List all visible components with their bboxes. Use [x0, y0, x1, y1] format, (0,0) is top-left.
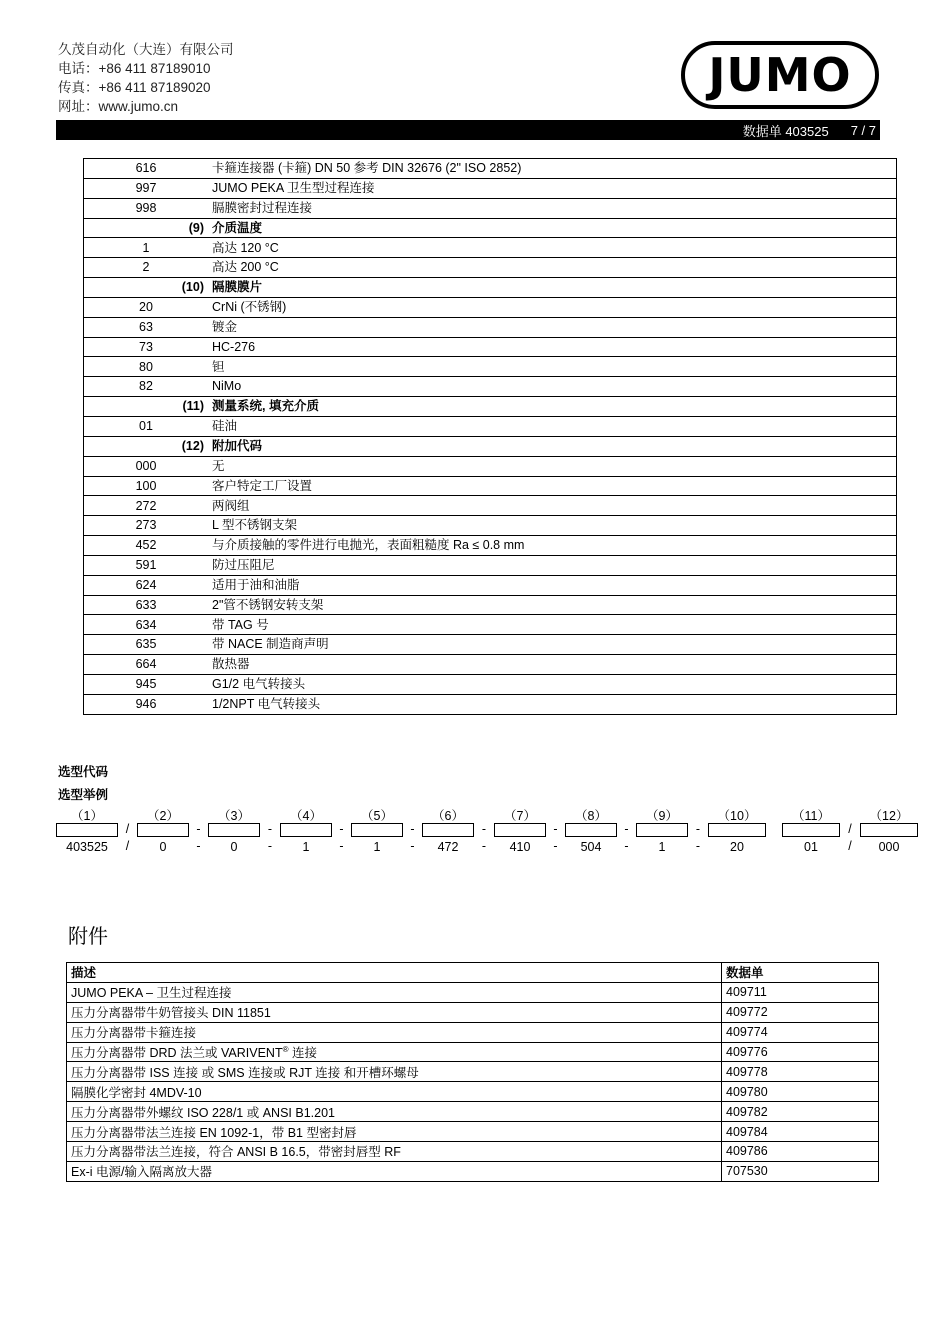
- code-description: 镀金: [208, 317, 897, 337]
- separator: -: [695, 822, 701, 836]
- code-description: 散热器: [208, 655, 897, 675]
- accessory-datasheet: 409778: [722, 1062, 879, 1082]
- position-box: [708, 823, 766, 837]
- accessory-description: [67, 1082, 722, 1102]
- position-value: 403525: [66, 840, 108, 854]
- code-value: 998: [84, 198, 209, 218]
- code-description: 高达 120 °C: [208, 238, 897, 258]
- separator: -: [695, 839, 701, 853]
- code-description: 钽: [208, 357, 897, 377]
- code-value: 01: [84, 416, 209, 436]
- section-row: [84, 218, 897, 238]
- code-row: [84, 416, 897, 436]
- code-description: G1/2 电气转接头: [208, 674, 897, 694]
- position-box: [494, 823, 546, 837]
- position-value: 20: [730, 840, 744, 854]
- code-row: [84, 694, 897, 714]
- accessory-description-text: 压力分离器带牛奶管接头 DIN 11851: [71, 1006, 271, 1021]
- code-value: 633: [84, 595, 209, 615]
- section-number: (12): [84, 436, 209, 456]
- accessory-description-text: 压力分离器带外螺纹 ISO 228/1 或 ANSI B1.201: [71, 1105, 335, 1120]
- code-description: 卡箍连接器 (卡箍) DN 50 参考 DIN 32676 (2" ISO 2852): [208, 159, 897, 179]
- code-description: 带 NACE 制造商声明: [208, 635, 897, 655]
- position-number: （8）: [575, 809, 607, 823]
- separator: -: [481, 822, 487, 836]
- accessory-row: [67, 982, 879, 1002]
- accessory-datasheet: 409786: [722, 1142, 879, 1162]
- accessory-description: [67, 1022, 722, 1042]
- code-description: 膈膜密封过程连接: [208, 198, 897, 218]
- code-row: [84, 357, 897, 377]
- code-value: 946: [84, 694, 209, 714]
- accessory-row: [67, 1082, 879, 1102]
- separator: -: [553, 839, 558, 853]
- accessory-description: [67, 1042, 722, 1062]
- accessory-datasheet: 409772: [722, 1002, 879, 1022]
- code-description: 两阀组: [208, 496, 897, 516]
- code-row: [84, 575, 897, 595]
- company-phone: 电话：+86 411 87189010: [58, 61, 211, 76]
- section-number: (9): [84, 218, 209, 238]
- position-box: [422, 823, 474, 837]
- accessory-row: [67, 1002, 879, 1022]
- section-row: [84, 278, 897, 298]
- code-value: 1: [84, 238, 209, 258]
- separator: /: [125, 822, 130, 836]
- accessory-description-text: 压力分离器带 DRD 法兰或 VARIVENT: [71, 1046, 283, 1060]
- position-value: 0: [159, 840, 167, 854]
- accessory-row: [67, 1142, 879, 1162]
- section-title: 隔膜膜片: [208, 278, 897, 298]
- position-number: （12）: [869, 809, 909, 823]
- position-number: （10）: [717, 809, 757, 823]
- code-row: [84, 297, 897, 317]
- accessories-title: 附件: [68, 926, 108, 948]
- code-value: 273: [84, 516, 209, 536]
- accessory-description-text: 压力分离器带卡箍连接: [71, 1026, 197, 1041]
- code-row: [84, 159, 897, 179]
- position-value: 000: [878, 840, 900, 854]
- code-description: 2"管不锈钢安转支架: [208, 595, 897, 615]
- code-value: 80: [84, 357, 209, 377]
- code-row: [84, 258, 897, 278]
- code-description: 1/2NPT 电气转接头: [208, 694, 897, 714]
- code-value: 100: [84, 476, 209, 496]
- code-value: 997: [84, 178, 209, 198]
- code-value: 945: [84, 674, 209, 694]
- position-value: 410: [509, 840, 531, 854]
- separator: -: [339, 822, 344, 836]
- accessory-row: [67, 1062, 879, 1082]
- code-description: HC-276: [208, 337, 897, 357]
- accessory-datasheet: 409776: [722, 1042, 879, 1062]
- accessory-description: [67, 982, 722, 1002]
- code-row: [84, 337, 897, 357]
- position-box: [636, 823, 688, 837]
- code-description: 客户特定工厂设置: [208, 476, 897, 496]
- code-description: NiMo: [208, 377, 897, 397]
- separator: -: [339, 839, 344, 853]
- section-title: 测量系统, 填充介质: [208, 397, 897, 417]
- code-value: 634: [84, 615, 209, 635]
- position-number: （2）: [147, 809, 179, 823]
- position-box: [351, 823, 403, 837]
- code-row: [84, 555, 897, 575]
- code-row: [84, 496, 897, 516]
- code-row: [84, 317, 897, 337]
- separator: -: [410, 822, 415, 836]
- code-description: 高达 200 °C: [208, 258, 897, 278]
- position-number: （5）: [361, 809, 393, 823]
- position-box: [782, 823, 840, 837]
- separator: -: [196, 822, 201, 836]
- accessory-row: [67, 1042, 879, 1062]
- accessory-description: [67, 1062, 722, 1082]
- section-row: [84, 436, 897, 456]
- code-value: 591: [84, 555, 209, 575]
- accessory-row: [67, 1102, 879, 1122]
- code-description: 防过压阻尼: [208, 555, 897, 575]
- code-value: 73: [84, 337, 209, 357]
- company-name: 久茂自动化（大连）有限公司: [58, 42, 234, 57]
- separator: -: [624, 822, 629, 836]
- position-box: [208, 823, 260, 837]
- code-value: 452: [84, 536, 209, 556]
- code-description: CrNi (不锈钢): [208, 297, 897, 317]
- code-description: L 型不锈钢支架: [208, 516, 897, 536]
- accessory-row: [67, 1122, 879, 1142]
- position-value: 472: [437, 840, 459, 854]
- accessory-description-text: JUMO PEKA – 卫生过程连接: [71, 986, 232, 1001]
- position-value: 01: [804, 840, 818, 854]
- section-row: [84, 397, 897, 417]
- accessory-datasheet: 409711: [722, 982, 879, 1002]
- company-info: [58, 40, 234, 116]
- page-number: 7 / 7: [850, 122, 876, 138]
- code-description: 带 TAG 号: [208, 615, 897, 635]
- code-description: 与介质接触的零件进行电抛光，表面粗糙度 Ra ≤ 0.8 mm: [208, 536, 897, 556]
- code-row: [84, 655, 897, 675]
- code-value: 82: [84, 377, 209, 397]
- accessory-description-text: Ex-i 电源/输入隔离放大器: [71, 1165, 212, 1180]
- code-row: [84, 238, 897, 258]
- code-value: 63: [84, 317, 209, 337]
- accessory-datasheet: 409784: [722, 1122, 879, 1142]
- position-number: （7）: [504, 809, 536, 823]
- code-row: [84, 377, 897, 397]
- code-row: [84, 198, 897, 218]
- position-number: （1）: [71, 809, 103, 823]
- order-code-title: 选型代码: [58, 765, 109, 779]
- header-bar: [56, 120, 880, 140]
- registered-mark: ®: [282, 1044, 289, 1054]
- order-example: [56, 806, 926, 858]
- position-number: （4）: [290, 809, 322, 823]
- code-value: 616: [84, 159, 209, 179]
- company-website: 网址：www.jumo.cn: [58, 99, 179, 114]
- accessory-datasheet: 707530: [722, 1161, 879, 1181]
- jumo-logo: [681, 41, 879, 109]
- accessory-row: [67, 1161, 879, 1181]
- accessory-datasheet: 409780: [722, 1082, 879, 1102]
- accessory-description: [67, 1102, 722, 1122]
- position-box: [565, 823, 617, 837]
- code-description: JUMO PEKA 卫生型过程连接: [208, 178, 897, 198]
- code-row: [84, 674, 897, 694]
- separator: -: [196, 839, 201, 853]
- section-number: (10): [84, 278, 209, 298]
- code-row: [84, 178, 897, 198]
- separator: -: [267, 839, 273, 853]
- accessory-description: [67, 1142, 722, 1162]
- separator: -: [624, 839, 629, 853]
- separator: -: [553, 822, 558, 836]
- code-description: 硅油: [208, 416, 897, 436]
- code-value: 272: [84, 496, 209, 516]
- code-value: 635: [84, 635, 209, 655]
- code-value: 20: [84, 297, 209, 317]
- section-title: 介质温度: [208, 218, 897, 238]
- separator: /: [848, 839, 852, 853]
- accessory-row: [67, 1022, 879, 1042]
- separator: -: [267, 822, 273, 836]
- accessory-description: [67, 1122, 722, 1142]
- code-row: [84, 476, 897, 496]
- position-value: 1: [658, 840, 666, 854]
- position-number: （9）: [646, 809, 678, 823]
- code-value: 000: [84, 456, 209, 476]
- code-value: 664: [84, 655, 209, 675]
- code-value: 624: [84, 575, 209, 595]
- accessory-description-text: 压力分离器带 ISS 连接 或 SMS 连接或 RJT 连接 和开槽环螺母: [71, 1065, 419, 1080]
- order-code-table: [83, 158, 897, 715]
- code-row: [84, 536, 897, 556]
- position-value: 0: [230, 840, 238, 854]
- code-row: [84, 516, 897, 536]
- code-description: 适用于油和油脂: [208, 575, 897, 595]
- code-description: 无: [208, 456, 897, 476]
- datasheet-number: 数据单 403525: [742, 123, 829, 139]
- position-box: [137, 823, 189, 837]
- section-number: (11): [84, 397, 209, 417]
- separator: /: [848, 822, 852, 836]
- separator: /: [125, 839, 130, 853]
- logo-text: JUMO: [708, 48, 852, 102]
- code-row: [84, 635, 897, 655]
- section-title: 附加代码: [208, 436, 897, 456]
- code-row: [84, 615, 897, 635]
- code-row: [84, 595, 897, 615]
- accessory-description: [67, 1002, 722, 1022]
- separator: -: [410, 839, 415, 853]
- code-row: [84, 456, 897, 476]
- position-box: [860, 823, 918, 837]
- accessory-description-text: 压力分离器带法兰连接，符合 ANSI B 16.5，带密封唇型 RF: [71, 1145, 401, 1160]
- code-value: 2: [84, 258, 209, 278]
- position-value: 504: [580, 840, 602, 854]
- col-datasheet: 数据单: [722, 963, 879, 983]
- position-box: [56, 823, 118, 837]
- accessory-description-suffix: 连接: [288, 1046, 317, 1060]
- accessory-description-text: 隔膜化学密封 4MDV-10: [71, 1085, 202, 1100]
- position-value: 1: [373, 840, 381, 854]
- company-fax: 传真：+86 411 87189020: [58, 80, 211, 95]
- col-description: 描述: [67, 963, 722, 983]
- accessory-description-text: 压力分离器带法兰连接 EN 1092-1，带 B1 型密封唇: [71, 1125, 357, 1140]
- position-number: （11）: [792, 809, 830, 823]
- accessory-datasheet: 409782: [722, 1102, 879, 1122]
- order-example-title: 选型举例: [58, 788, 109, 802]
- accessories-header-row: [67, 963, 879, 983]
- position-box: [280, 823, 332, 837]
- accessory-datasheet: 409774: [722, 1022, 879, 1042]
- accessories-table: [66, 962, 879, 1182]
- position-value: 1: [302, 840, 310, 854]
- position-number: （3）: [218, 809, 250, 823]
- position-number: （6）: [432, 809, 464, 823]
- separator: -: [481, 839, 487, 853]
- accessory-description: [67, 1161, 722, 1181]
